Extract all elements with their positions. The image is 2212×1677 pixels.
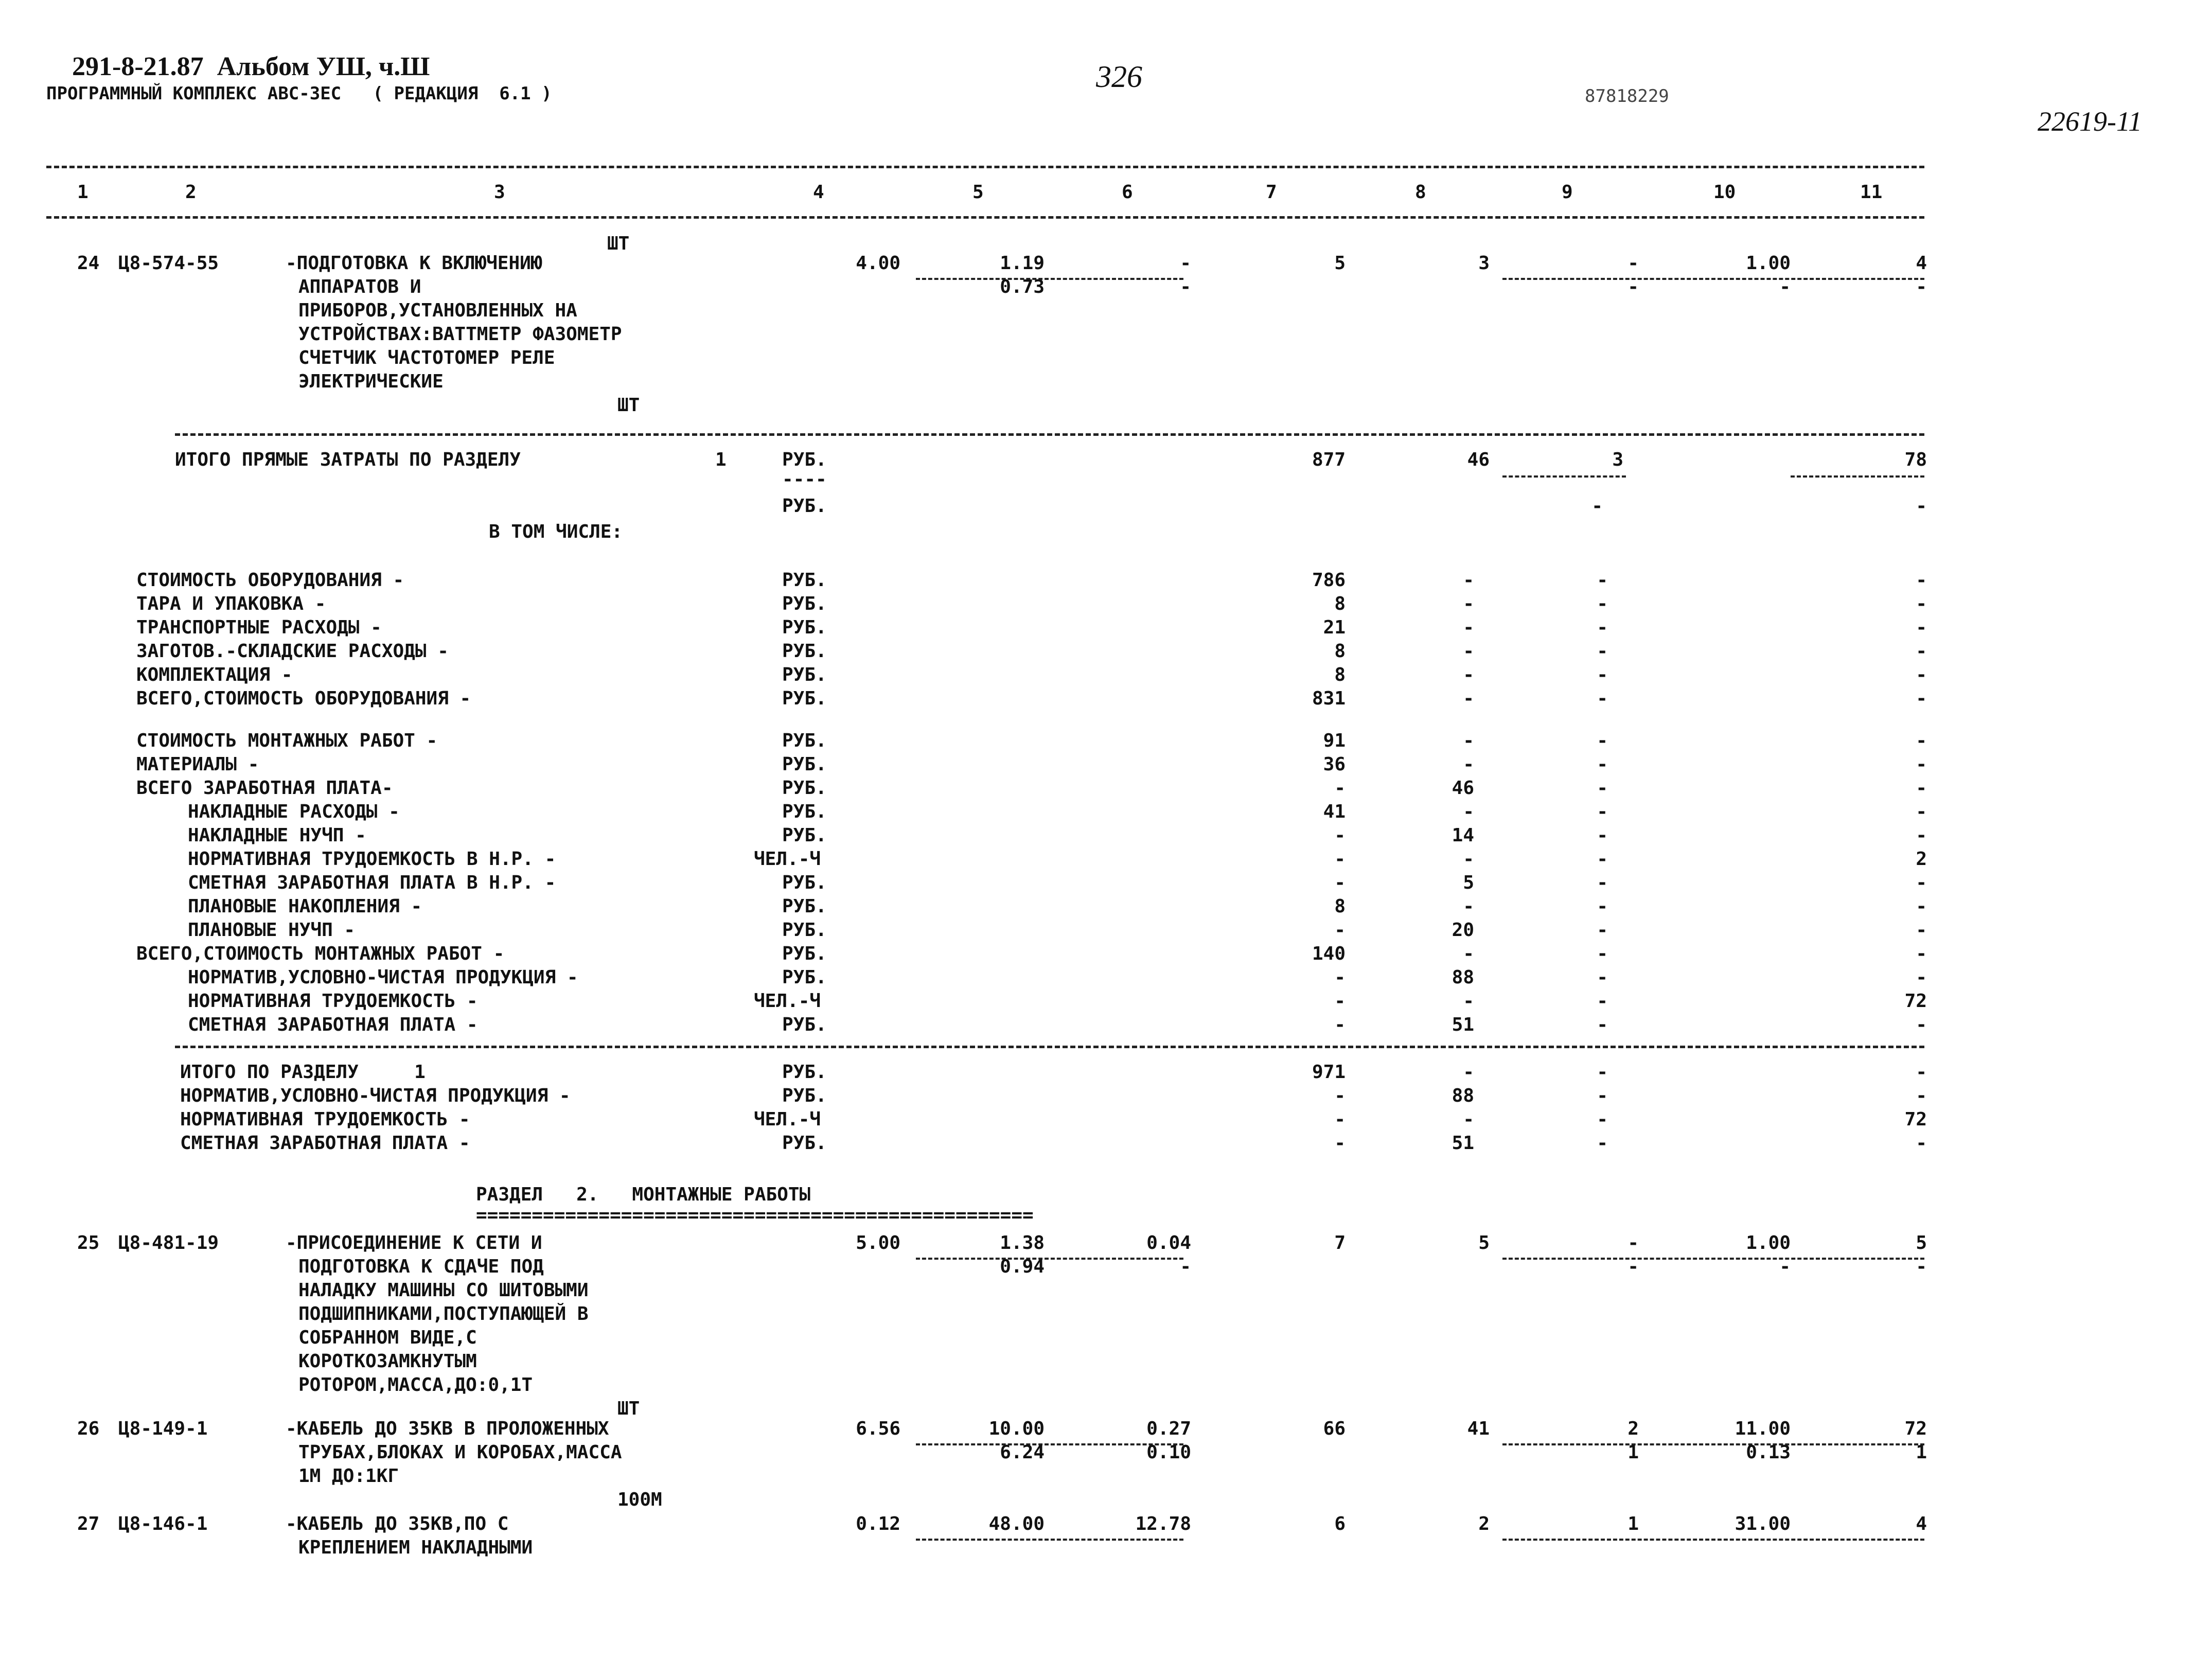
- summary-row-c8: -: [1463, 593, 1474, 614]
- summary-row-unit: РУБ.: [782, 570, 827, 591]
- summary-row-unit: ЧЕЛ.-Ч: [754, 849, 821, 870]
- item-description-line: ПРИБОРОВ,УСТАНОВЛЕННЫХ НА: [298, 300, 577, 321]
- cell-c6-second: -: [1180, 276, 1191, 297]
- summary-row-unit: РУБ.: [782, 617, 827, 638]
- summary-row-label: ТРАНСПОРТНЫЕ РАСХОДЫ -: [136, 617, 382, 638]
- cell-c11-second: -: [1916, 1256, 1927, 1277]
- summary-row-c9: -: [1597, 688, 1608, 709]
- summary-row-c9: -: [1597, 1014, 1608, 1035]
- document-code: 291-8-21.87 Альбом УШ, ч.Ш: [72, 52, 430, 81]
- summary-row-c9: -: [1597, 920, 1608, 941]
- direct-costs-label: ИТОГО ПРЯМЫЕ ЗАТРАТЫ ПО РАЗДЕЛУ: [175, 449, 521, 470]
- summary-row-c7: -: [1334, 849, 1346, 870]
- cell-c11: 5: [1916, 1232, 1927, 1254]
- item-code: Ц8-146-1: [118, 1513, 208, 1534]
- cell-c7: 66: [1323, 1418, 1346, 1439]
- item-code: Ц8-574-55: [118, 253, 219, 274]
- summary-row-c9: -: [1597, 593, 1608, 614]
- summary-row-label: ЗАГОТОВ.-СКЛАДСКИЕ РАСХОДЫ -: [136, 641, 449, 662]
- summary-row-unit: РУБ.: [782, 920, 827, 941]
- cell-c10: 11.00: [1735, 1418, 1791, 1439]
- summary-row-c9: -: [1597, 849, 1608, 870]
- program-title: ПРОГРАММНЫЙ КОМПЛЕКС АВС-ЗЕС ( РЕДАКЦИЯ 6.1 ): [46, 83, 552, 104]
- summary-row-c7: -: [1334, 920, 1346, 941]
- summary-row-c7: -: [1334, 1133, 1346, 1154]
- summary-row-label: КОМПЛЕКТАЦИЯ -: [136, 664, 293, 685]
- summary-row-c11: -: [1916, 872, 1927, 893]
- cell-c7: 7: [1334, 1232, 1346, 1254]
- item-code: Ц8-481-19: [118, 1232, 219, 1254]
- direct-costs-unit: РУБ.: [782, 449, 827, 470]
- cell-c11: 72: [1904, 1418, 1927, 1439]
- summary-row-unit: РУБ.: [782, 825, 827, 846]
- summary-row-label: ВСЕГО ЗАРАБОТНАЯ ПЛАТА-: [136, 778, 393, 799]
- cell-c5: 1.38: [1000, 1232, 1045, 1254]
- summary-row-c11: -: [1916, 1085, 1927, 1106]
- summary-row-c8: -: [1463, 849, 1474, 870]
- summary-row-unit: РУБ.: [782, 1062, 827, 1083]
- summary-row-c9: -: [1597, 991, 1608, 1012]
- column-number-7: 7: [1266, 182, 1277, 203]
- item-description-line: СОБРАННОМ ВИДЕ,С: [298, 1327, 477, 1348]
- cell-c9: -: [1627, 253, 1639, 274]
- summary-row-c8: -: [1463, 664, 1474, 685]
- unit-label: ШТ: [617, 395, 640, 416]
- summary-row-label: ИТОГО ПО РАЗДЕЛУ 1: [180, 1062, 426, 1083]
- item-description-line: УСТРОЙСТВАХ:ВАТТМЕТР ФАЗОМЕТР: [298, 324, 622, 345]
- summary-row-c8: -: [1463, 641, 1474, 662]
- header-bottom-rule: [46, 216, 1924, 219]
- direct-costs-c11: 78: [1904, 449, 1927, 470]
- summary-row-c7: -: [1334, 991, 1346, 1012]
- cell-c11-second: -: [1916, 276, 1927, 297]
- column-number-10: 10: [1713, 182, 1736, 203]
- summary-row-unit: РУБ.: [782, 1085, 827, 1106]
- cell-c9: -: [1627, 1232, 1639, 1254]
- item-description-line: -ПОДГОТОВКА К ВКЛЮЧЕНИЮ: [286, 253, 542, 274]
- archive-stamp: 22619-11: [2038, 106, 2142, 137]
- summary-row-c7: 36: [1323, 754, 1346, 775]
- summary-row-unit: РУБ.: [782, 896, 827, 917]
- cell-c9-second: -: [1627, 276, 1639, 297]
- item-description-line: ПОДГОТОВКА К СДАЧЕ ПОД: [298, 1256, 544, 1277]
- summary-row-c11: -: [1916, 1062, 1927, 1083]
- summary-row-c11: -: [1916, 967, 1927, 988]
- summary-row-c8: -: [1463, 896, 1474, 917]
- summary-row-c8: 5: [1463, 872, 1474, 893]
- direct-costs-unit-second: РУБ.: [782, 496, 827, 517]
- summary-row-c7: 140: [1312, 943, 1346, 964]
- summary-row-label: НОРМАТИВ,УСЛОВНО-ЧИСТАЯ ПРОДУКЦИЯ -: [180, 1085, 571, 1106]
- summary-row-unit: РУБ.: [782, 730, 827, 751]
- summary-row-c8: -: [1463, 1109, 1474, 1130]
- summary-row-label: СТОИМОСТЬ ОБОРУДОВАНИЯ -: [136, 570, 404, 591]
- summary-row-c11: -: [1916, 943, 1927, 964]
- summary-row-c7: 8: [1334, 641, 1346, 662]
- cell-c9: 1: [1627, 1513, 1639, 1534]
- item-description-line: -ПРИСОЕДИНЕНИЕ К СЕТИ И: [286, 1232, 542, 1254]
- cell-c6: 0.27: [1146, 1418, 1191, 1439]
- item-description-line: СЧЕТЧИК ЧАСТОТОМЕР РЕЛЕ: [298, 347, 555, 368]
- summary-row-unit: РУБ.: [782, 593, 827, 614]
- column-number-9: 9: [1562, 182, 1573, 203]
- summary-row-c11: -: [1916, 1014, 1927, 1035]
- reference-number: 87818229: [1585, 86, 1669, 107]
- summary-row-c9: -: [1597, 1133, 1608, 1154]
- summary-row-c9: -: [1597, 778, 1608, 799]
- summary-row-c8: 46: [1452, 778, 1474, 799]
- summary-row-label: НОРМАТИВНАЯ ТРУДОЕМКОСТЬ -: [188, 991, 478, 1012]
- summary-row-c8: -: [1463, 617, 1474, 638]
- summary-row-c11: -: [1916, 1133, 1927, 1154]
- summary-row-c8: 88: [1452, 967, 1474, 988]
- item-number: 27: [77, 1513, 100, 1534]
- summary-row-c7: 8: [1334, 593, 1346, 614]
- cell-c10: 1.00: [1746, 1232, 1791, 1254]
- summary-row-unit: РУБ.: [782, 778, 827, 799]
- cell-c11: 4: [1916, 1513, 1927, 1534]
- summary-row-unit: РУБ.: [782, 1014, 827, 1035]
- summary-row-c7: 21: [1323, 617, 1346, 638]
- summary-row-c11: -: [1916, 641, 1927, 662]
- summary-row-unit: РУБ.: [782, 664, 827, 685]
- summary-row-c11: 2: [1916, 849, 1927, 870]
- direct-costs-c7: 877: [1312, 449, 1346, 470]
- summary-row-c11: -: [1916, 617, 1927, 638]
- summary-row-c8: -: [1463, 570, 1474, 591]
- cell-c10: 1.00: [1746, 253, 1791, 274]
- summary-row-c8: -: [1463, 688, 1474, 709]
- summary-row-c11: -: [1916, 754, 1927, 775]
- cell-c10-second: 0.13: [1746, 1442, 1791, 1463]
- unit-label: ШТ: [607, 233, 630, 254]
- summary-row-c11: -: [1916, 801, 1927, 822]
- summary-row-label: СМЕТНАЯ ЗАРАБОТНАЯ ПЛАТА -: [180, 1133, 470, 1154]
- summary-row-c7: 831: [1312, 688, 1346, 709]
- direct-subrule-right: [1791, 475, 1924, 478]
- cell-c10: 31.00: [1735, 1513, 1791, 1534]
- cell-c9: 2: [1627, 1418, 1639, 1439]
- item-subrule-right: [1502, 1539, 1924, 1541]
- including-heading: В ТОМ ЧИСЛЕ:: [489, 521, 623, 542]
- summary-row-c11: 72: [1904, 991, 1927, 1012]
- summary-row-c7: -: [1334, 872, 1346, 893]
- summary-row-c9: -: [1597, 1109, 1608, 1130]
- header-top-rule: [46, 166, 1924, 168]
- summary-row-c8: 14: [1452, 825, 1474, 846]
- column-number-5: 5: [972, 182, 984, 203]
- cell-c6: 0.04: [1146, 1232, 1191, 1254]
- summary-row-c11: -: [1916, 778, 1927, 799]
- summary-row-c8: -: [1463, 801, 1474, 822]
- summary-row-c7: 41: [1323, 801, 1346, 822]
- summary-row-c8: 20: [1452, 920, 1474, 941]
- summary-row-c8: -: [1463, 730, 1474, 751]
- summary-row-c8: -: [1463, 991, 1474, 1012]
- cell-c10-second: -: [1779, 276, 1791, 297]
- summary-row-c9: -: [1597, 896, 1608, 917]
- direct-subrule-left: [1502, 475, 1626, 478]
- cell-c8: 5: [1478, 1232, 1490, 1254]
- cell-c6-second: -: [1180, 1256, 1191, 1277]
- item-description-line: НАЛАДКУ МАШИНЫ СО ШИТОВЫМИ: [298, 1280, 589, 1301]
- summary-row-label: НОРМАТИВ,УСЛОВНО-ЧИСТАЯ ПРОДУКЦИЯ -: [188, 967, 578, 988]
- cell-c11: 4: [1916, 253, 1927, 274]
- cell-c5: 1.19: [1000, 253, 1045, 274]
- item-subrule-left: [916, 1539, 1183, 1541]
- item-description-line: -КАБЕЛЬ ДО 35КВ В ПРОЛОЖЕННЫХ: [286, 1418, 609, 1439]
- cell-c4: 0.12: [856, 1513, 900, 1534]
- summary-row-c9: -: [1597, 801, 1608, 822]
- summary-row-unit: РУБ.: [782, 801, 827, 822]
- summary-row-c9: -: [1597, 617, 1608, 638]
- summary-row-label: ВСЕГО,СТОИМОСТЬ МОНТАЖНЫХ РАБОТ -: [136, 943, 505, 964]
- summary-row-label: МАТЕРИАЛЫ -: [136, 754, 259, 775]
- cell-c5: 10.00: [988, 1418, 1045, 1439]
- summary-row-c9: -: [1597, 825, 1608, 846]
- summary-row-c11: -: [1916, 593, 1927, 614]
- summary-row-c9: -: [1597, 967, 1608, 988]
- unit-label: ШТ: [617, 1398, 640, 1419]
- item-description-line: РОТОРОМ,МАССА,ДО:0,1Т: [298, 1374, 533, 1396]
- cell-c5-second: 6.24: [1000, 1442, 1045, 1463]
- summary-row-c8: 51: [1452, 1133, 1474, 1154]
- summary-row-c8: 88: [1452, 1085, 1474, 1106]
- cell-c5-second: 0.94: [1000, 1256, 1045, 1277]
- summary-row-c9: -: [1597, 664, 1608, 685]
- summary-row-c7: -: [1334, 1014, 1346, 1035]
- summary-row-unit: РУБ.: [782, 943, 827, 964]
- summary-row-label: НОРМАТИВНАЯ ТРУДОЕМКОСТЬ В Н.Р. -: [188, 849, 556, 870]
- item-description-line: 1М ДО:1КГ: [298, 1466, 399, 1487]
- cell-c8: 3: [1478, 253, 1490, 274]
- summary-row-label: ПЛАНОВЫЕ НАКОПЛЕНИЯ -: [188, 896, 422, 917]
- totals-rule: [175, 433, 1924, 436]
- direct-costs-section: 1: [715, 449, 727, 470]
- cell-c9-second: 1: [1627, 1442, 1639, 1463]
- summary-row-c9: -: [1597, 943, 1608, 964]
- column-number-6: 6: [1122, 182, 1133, 203]
- summary-row-label: СТОИМОСТЬ МОНТАЖНЫХ РАБОТ -: [136, 730, 438, 751]
- summary-row-c9: -: [1597, 641, 1608, 662]
- summary-row-label: СМЕТНАЯ ЗАРАБОТНАЯ ПЛАТА -: [188, 1014, 478, 1035]
- direct-costs-c9-second: -: [1591, 496, 1603, 517]
- summary-row-c7: -: [1334, 778, 1346, 799]
- item-number: 25: [77, 1232, 100, 1254]
- direct-costs-c8: 46: [1467, 449, 1490, 470]
- direct-costs-c9: 3: [1612, 449, 1623, 470]
- summary-row-c9: -: [1597, 1062, 1608, 1083]
- summary-row-label: НАКЛАДНЫЕ РАСХОДЫ -: [188, 801, 400, 822]
- summary-row-c11: -: [1916, 825, 1927, 846]
- column-number-4: 4: [813, 182, 824, 203]
- summary-row-c8: -: [1463, 754, 1474, 775]
- summary-row-c9: -: [1597, 570, 1608, 591]
- summary-row-label: ПЛАНОВЫЕ НУЧП -: [188, 920, 356, 941]
- summary-row-c9: -: [1597, 872, 1608, 893]
- summary-row-label: ВСЕГО,СТОИМОСТЬ ОБОРУДОВАНИЯ -: [136, 688, 471, 709]
- summary-row-c11: -: [1916, 896, 1927, 917]
- summary-row-label: НАКЛАДНЫЕ НУЧП -: [188, 825, 366, 846]
- direct-costs-unit-rule: ----: [782, 469, 827, 490]
- summary-row-c7: 786: [1312, 570, 1346, 591]
- summary-row-c7: 8: [1334, 664, 1346, 685]
- summary-row-c11: -: [1916, 570, 1927, 591]
- summary-row-label: НОРМАТИВНАЯ ТРУДОЕМКОСТЬ -: [180, 1109, 470, 1130]
- cell-c5: 48.00: [988, 1513, 1045, 1534]
- unit-label: 100М: [617, 1489, 662, 1510]
- item-description-line: КРЕПЛЕНИЕМ НАКЛАДНЫМИ: [298, 1537, 533, 1558]
- summary-row-c9: -: [1597, 754, 1608, 775]
- summary-row-c7: -: [1334, 967, 1346, 988]
- item-number: 24: [77, 253, 100, 274]
- summary-row-c7: 8: [1334, 896, 1346, 917]
- summary-row-c11: 72: [1904, 1109, 1927, 1130]
- cell-c9-second: -: [1627, 1256, 1639, 1277]
- column-number-2: 2: [185, 182, 197, 203]
- summary-row-c11: -: [1916, 920, 1927, 941]
- cell-c6: -: [1180, 253, 1191, 274]
- summary-row-unit: ЧЕЛ.-Ч: [754, 991, 821, 1012]
- item-code: Ц8-149-1: [118, 1418, 208, 1439]
- section-total-rule: [175, 1046, 1924, 1048]
- summary-row-unit: РУБ.: [782, 688, 827, 709]
- summary-row-unit: РУБ.: [782, 1133, 827, 1154]
- item-description-line: -КАБЕЛЬ ДО 35КВ,ПО С: [286, 1513, 509, 1534]
- summary-row-unit: РУБ.: [782, 754, 827, 775]
- cell-c8: 41: [1467, 1418, 1490, 1439]
- summary-row-c11: -: [1916, 730, 1927, 751]
- item-description-line: ЭЛЕКТРИЧЕСКИЕ: [298, 371, 444, 392]
- summary-row-c9: -: [1597, 1085, 1608, 1106]
- summary-row-label: СМЕТНАЯ ЗАРАБОТНАЯ ПЛАТА В Н.Р. -: [188, 872, 556, 893]
- cell-c7: 6: [1334, 1513, 1346, 1534]
- page-number: 326: [1096, 60, 1142, 94]
- cell-c6-second: 0.10: [1146, 1442, 1191, 1463]
- item-description-line: ТРУБАХ,БЛОКАХ И КОРОБАХ,МАССА: [298, 1442, 622, 1463]
- summary-row-label: ТАРА И УПАКОВКА -: [136, 593, 326, 614]
- cell-c4: 6.56: [856, 1418, 900, 1439]
- summary-row-c8: -: [1463, 1062, 1474, 1083]
- section-2-title: РАЗДЕЛ 2. МОНТАЖНЫЕ РАБОТЫ: [476, 1184, 811, 1205]
- summary-row-c7: 971: [1312, 1062, 1346, 1083]
- summary-row-unit: РУБ.: [782, 872, 827, 893]
- column-number-3: 3: [494, 182, 505, 203]
- summary-row-c11: -: [1916, 688, 1927, 709]
- cell-c8: 2: [1478, 1513, 1490, 1534]
- cell-c11-second: 1: [1916, 1442, 1927, 1463]
- summary-row-unit: РУБ.: [782, 967, 827, 988]
- summary-row-c11: -: [1916, 664, 1927, 685]
- summary-row-c8: -: [1463, 943, 1474, 964]
- summary-row-c7: 91: [1323, 730, 1346, 751]
- item-description-line: ПОДШИПНИКАМИ,ПОСТУПАЮЩЕЙ В: [298, 1303, 589, 1325]
- item-description-line: АППАРАТОВ И: [298, 276, 421, 297]
- item-number: 26: [77, 1418, 100, 1439]
- summary-row-c7: -: [1334, 825, 1346, 846]
- cell-c4: 5.00: [856, 1232, 900, 1254]
- summary-row-c7: -: [1334, 1085, 1346, 1106]
- cell-c6: 12.78: [1135, 1513, 1191, 1534]
- summary-row-unit: ЧЕЛ.-Ч: [754, 1109, 821, 1130]
- cell-c7: 5: [1334, 253, 1346, 274]
- summary-row-unit: РУБ.: [782, 641, 827, 662]
- column-number-11: 11: [1860, 182, 1883, 203]
- section-2-underline: ==================================================: [476, 1205, 1034, 1226]
- column-number-1: 1: [77, 182, 89, 203]
- cell-c10-second: -: [1779, 1256, 1791, 1277]
- cell-c5-second: 0.73: [1000, 276, 1045, 297]
- column-number-8: 8: [1415, 182, 1426, 203]
- summary-row-c9: -: [1597, 730, 1608, 751]
- summary-row-c7: -: [1334, 1109, 1346, 1130]
- item-description-line: КОРОТКОЗАМКНУТЫМ: [298, 1351, 477, 1372]
- cell-c4: 4.00: [856, 253, 900, 274]
- direct-costs-c11-second: -: [1916, 496, 1927, 517]
- summary-row-c8: 51: [1452, 1014, 1474, 1035]
